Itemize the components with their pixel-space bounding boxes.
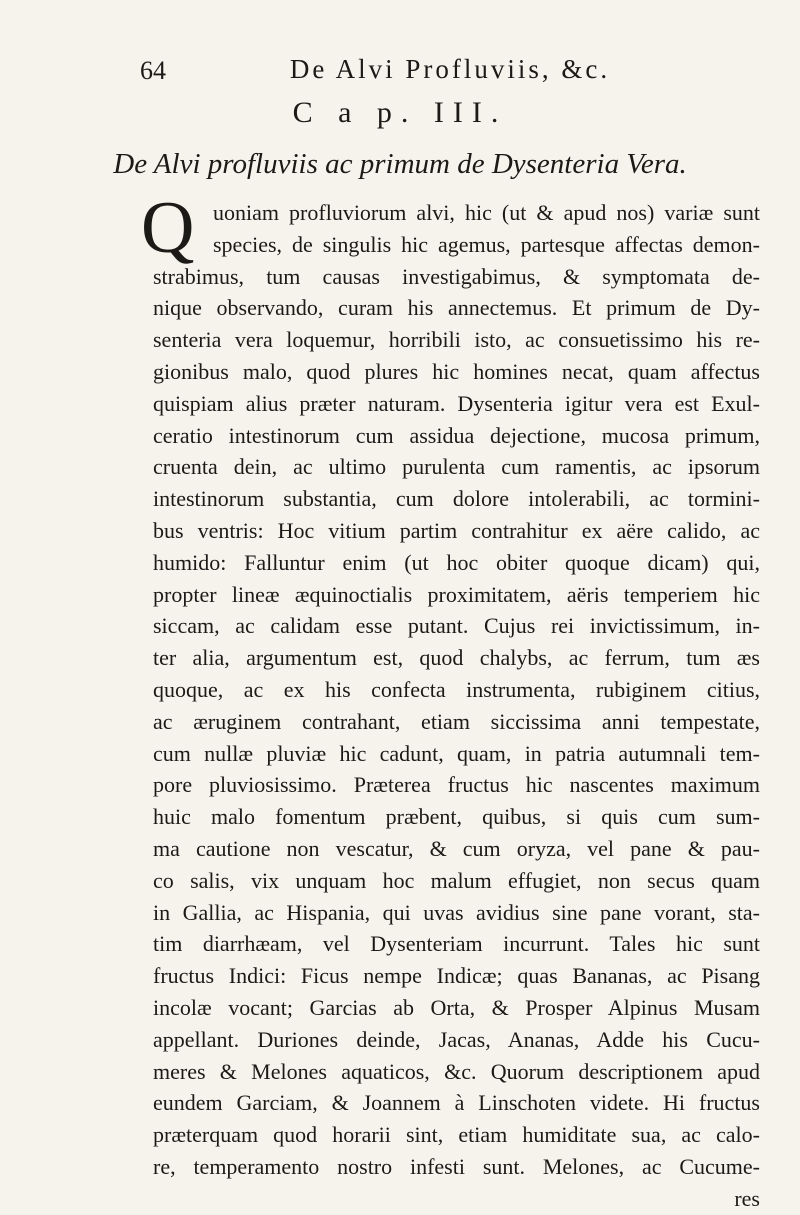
text-line: in Gallia, ac Hispania, qui uvas avidius sine pane vorant, sta- — [153, 899, 760, 925]
text-line: gionibus malo, quod plures hic homines necat, quam affectus — [153, 358, 760, 384]
text-line: appellant. Duriones deinde, Jacas, Ananas, Adde his Cucu- — [153, 1026, 760, 1052]
text-line: ter alia, argumentum est, quod chalybs, ac ferrum, tum æs — [153, 645, 760, 671]
text-line: humido: Falluntur enim (ut hoc obiter quoque dicam) qui, — [153, 549, 760, 575]
text-line: quispiam alius præter naturam. Dysenteria igitur vera est Exul- — [153, 390, 760, 416]
text-line: bus ventris: Hoc vitium partim contrahitur ex aëre calido, ac — [153, 517, 760, 543]
text-line: siccam, ac calidam esse putant. Cujus rei invictissimum, in- — [153, 613, 760, 639]
text-line: senteria vera loquemur, horribili isto, ac consuetissimo his re- — [153, 327, 760, 353]
page-header — [140, 50, 760, 94]
chapter-heading: C a p. III. — [292, 96, 508, 129]
body-text — [141, 187, 760, 1215]
text-line: ac æruginem contrahant, etiam siccissima anni tempestate, — [153, 708, 760, 734]
text-line: strabimus, tum causas investigabimus, & symptomata de- — [153, 263, 760, 289]
text-line: ceratio intestinorum cum assidua dejectione, mucosa primum, — [153, 422, 760, 448]
text-line: cruenta dein, ac ultimo purulenta cum ramentis, ac ipsorum — [153, 454, 760, 480]
text-line: præterquam quod horarii sint, etiam humiditate sua, ac calo- — [153, 1122, 760, 1148]
text-line: tim diarrhæam, vel Dysenteriam incurrunt. Tales hic sunt — [153, 931, 760, 957]
text-line: nique observando, curam his annectemus. Et primum de Dy- — [153, 295, 760, 321]
text-line: propter lineæ æquinoctialis proximitatem, aëris temperiem hic — [153, 581, 760, 607]
text-line: res — [734, 1185, 760, 1211]
text-line: re, temperamento nostro infesti sunt. Melones, ac Cucume- — [153, 1153, 760, 1179]
text-line: quoque, ac ex his confecta instrumenta, rubiginem citius, — [153, 676, 760, 702]
drop-cap: Q — [141, 187, 195, 269]
text-line: species, de singulis hic agemus, partesque affectas demon- — [213, 231, 760, 257]
page-number: 64 — [140, 56, 166, 85]
text-line: incolæ vocant; Garcias ab Orta, & Prosper Alpinus Musam — [153, 994, 760, 1020]
text-line: cum nullæ pluviæ hic cadunt, quam, in patria autumnali tem- — [153, 740, 760, 766]
text-line: huic malo fomentum præbent, quibus, si quis cum sum- — [153, 804, 760, 830]
text-line: eundem Garciam, & Joannem à Linschoten videte. Hi fructus — [153, 1090, 760, 1116]
text-line: meres & Melones aquaticos, &c. Quorum descriptionem apud — [153, 1058, 760, 1084]
text-line: ma cautione non vescatur, & cum oryza, vel pane & pau- — [153, 835, 760, 861]
text-line: co salis, vix unquam hoc malum effugiet, non secus quam — [153, 867, 760, 893]
running-title: De Alvi Profluviis, &c. — [289, 54, 611, 84]
text-line: uoniam profluviorum alvi, hic (ut & apud nos) variæ sunt — [213, 200, 760, 225]
text-line: fructus Indici: Ficus nempe Indicæ; quas Bananas, ac Pisang — [153, 963, 760, 989]
chapter-subtitle: De Alvi profluviis ac primum de Dysenteria Vera. — [113, 148, 687, 180]
text-line: intestinorum substantia, cum dolore intolerabili, ac tormini- — [153, 486, 760, 512]
text-line: pore pluviosissimo. Præterea fructus hic nascentes maximum — [153, 772, 760, 798]
